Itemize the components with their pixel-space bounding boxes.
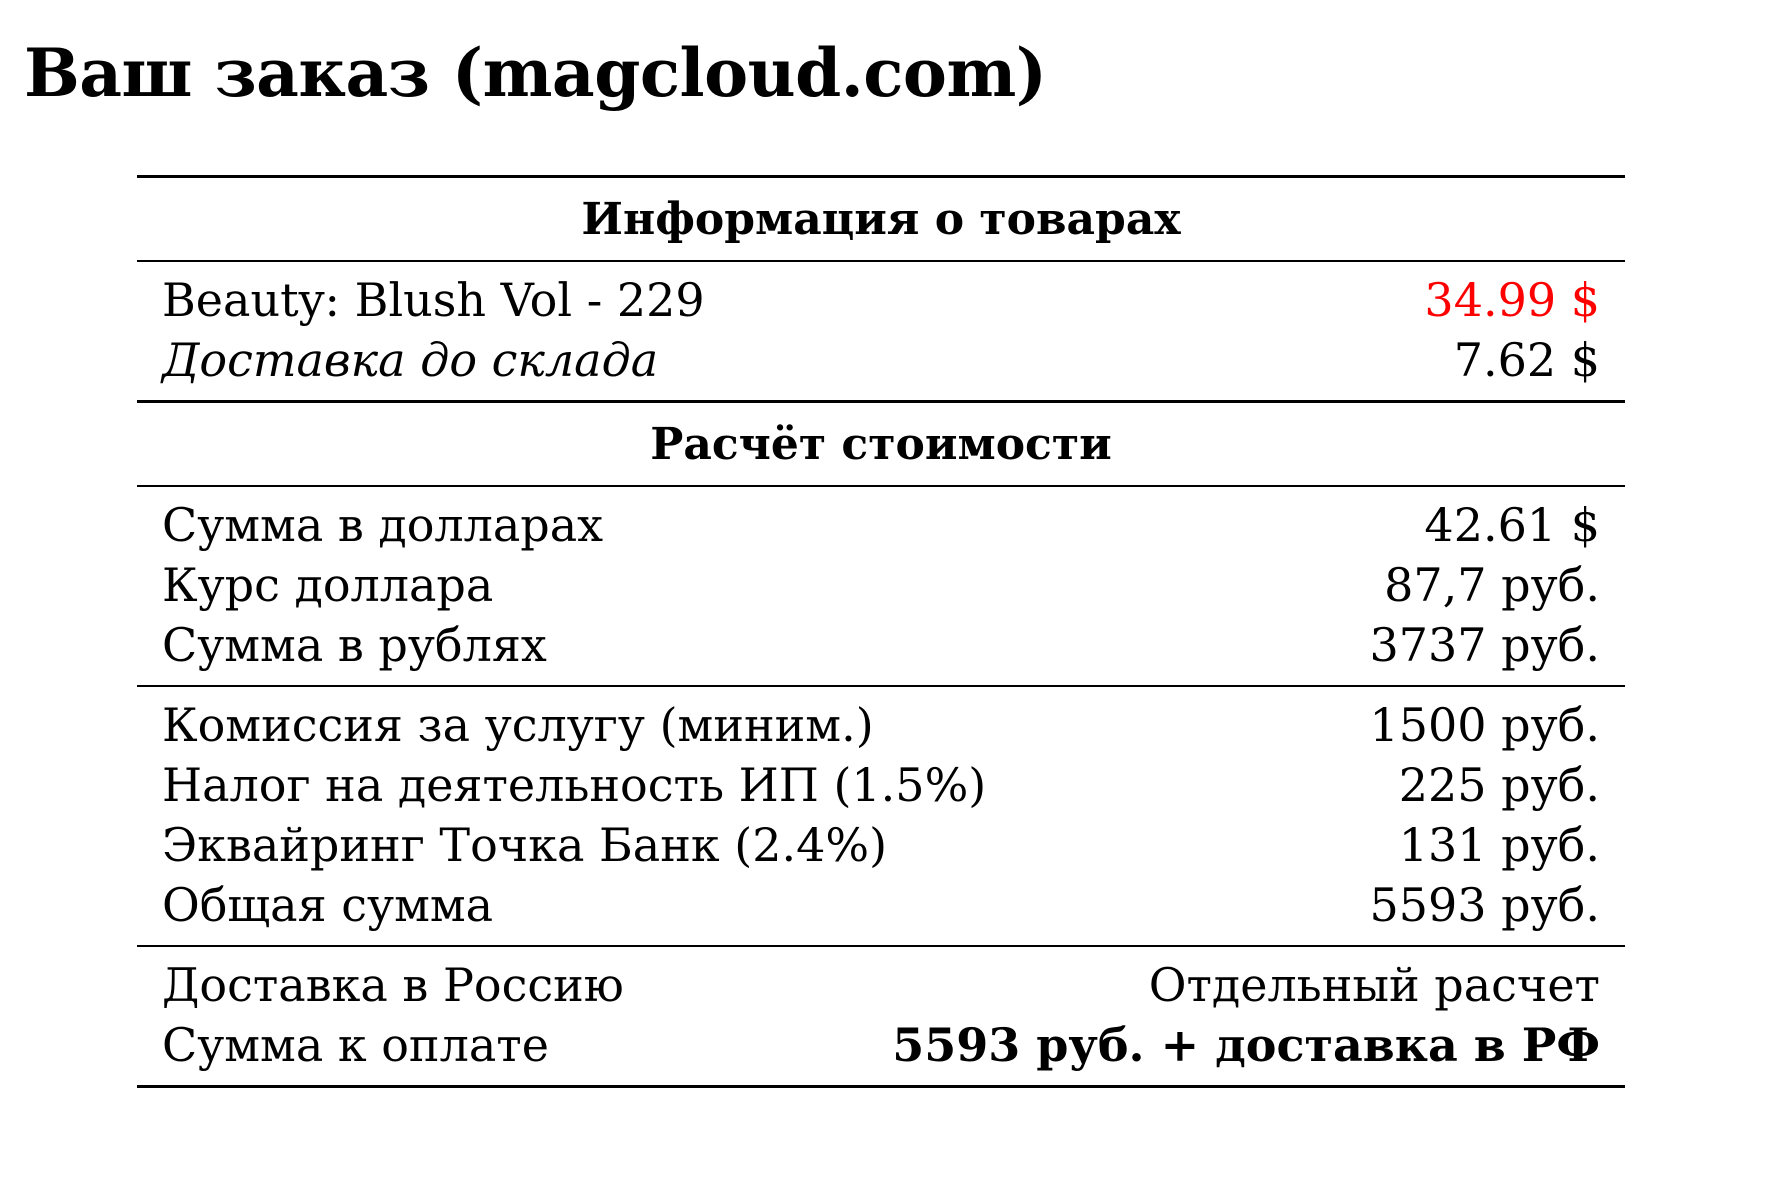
final-rows [137,947,1625,1085]
item-price: 34.99 $ [1424,273,1600,327]
table-row [137,555,1625,615]
grand-total-label: Общая сумма [162,878,494,932]
acquiring-value: 131 руб. [1398,818,1600,872]
usd-total-value: 42.61 $ [1424,498,1600,552]
exchange-rate-value: 87,7 руб. [1384,558,1600,612]
service-fee-value: 1500 руб. [1369,698,1600,752]
page-title: Ваш заказ (magcloud.com) [24,34,1047,112]
amount-due-value: 5593 руб. + доставка в РФ [892,1018,1600,1072]
goods-rows [137,262,1625,400]
bottom-rule [137,1085,1625,1088]
acquiring-label: Эквайринг Точка Банк (2.4%) [162,818,888,872]
rub-total-value: 3737 руб. [1369,618,1600,672]
table-row [137,815,1625,875]
table-row [137,755,1625,815]
table-row [137,1015,1625,1075]
grand-total-value: 5593 руб. [1369,878,1600,932]
exchange-rate-label: Курс доллара [162,558,494,612]
service-fee-label: Комиссия за услугу (миним.) [162,698,874,752]
russia-shipping-value: Отдельный расчет [1148,958,1600,1012]
cost-section-header: Расчёт стоимости [650,418,1112,470]
tax-label: Налог на деятельность ИП (1.5%) [162,758,987,812]
table-row [137,330,1625,390]
table-row [137,875,1625,935]
amount-due-label: Сумма к оплате [162,1018,549,1072]
table-row [137,615,1625,675]
table-row [137,955,1625,1015]
tax-value: 225 руб. [1398,758,1600,812]
table-row [137,695,1625,755]
order-summary-table [137,175,1625,1088]
rub-total-label: Сумма в рублях [162,618,547,672]
warehouse-shipping-label: Доставка до склада [162,333,659,387]
fee-rows [137,687,1625,945]
russia-shipping-label: Доставка в Россию [162,958,624,1012]
usd-total-label: Сумма в долларах [162,498,604,552]
table-row [137,270,1625,330]
item-name: Beauty: Blush Vol - 229 [162,273,705,327]
goods-section-header: Информация о товарах [581,193,1181,245]
warehouse-shipping-value: 7.62 $ [1453,333,1600,387]
table-row [137,495,1625,555]
conversion-rows [137,487,1625,685]
